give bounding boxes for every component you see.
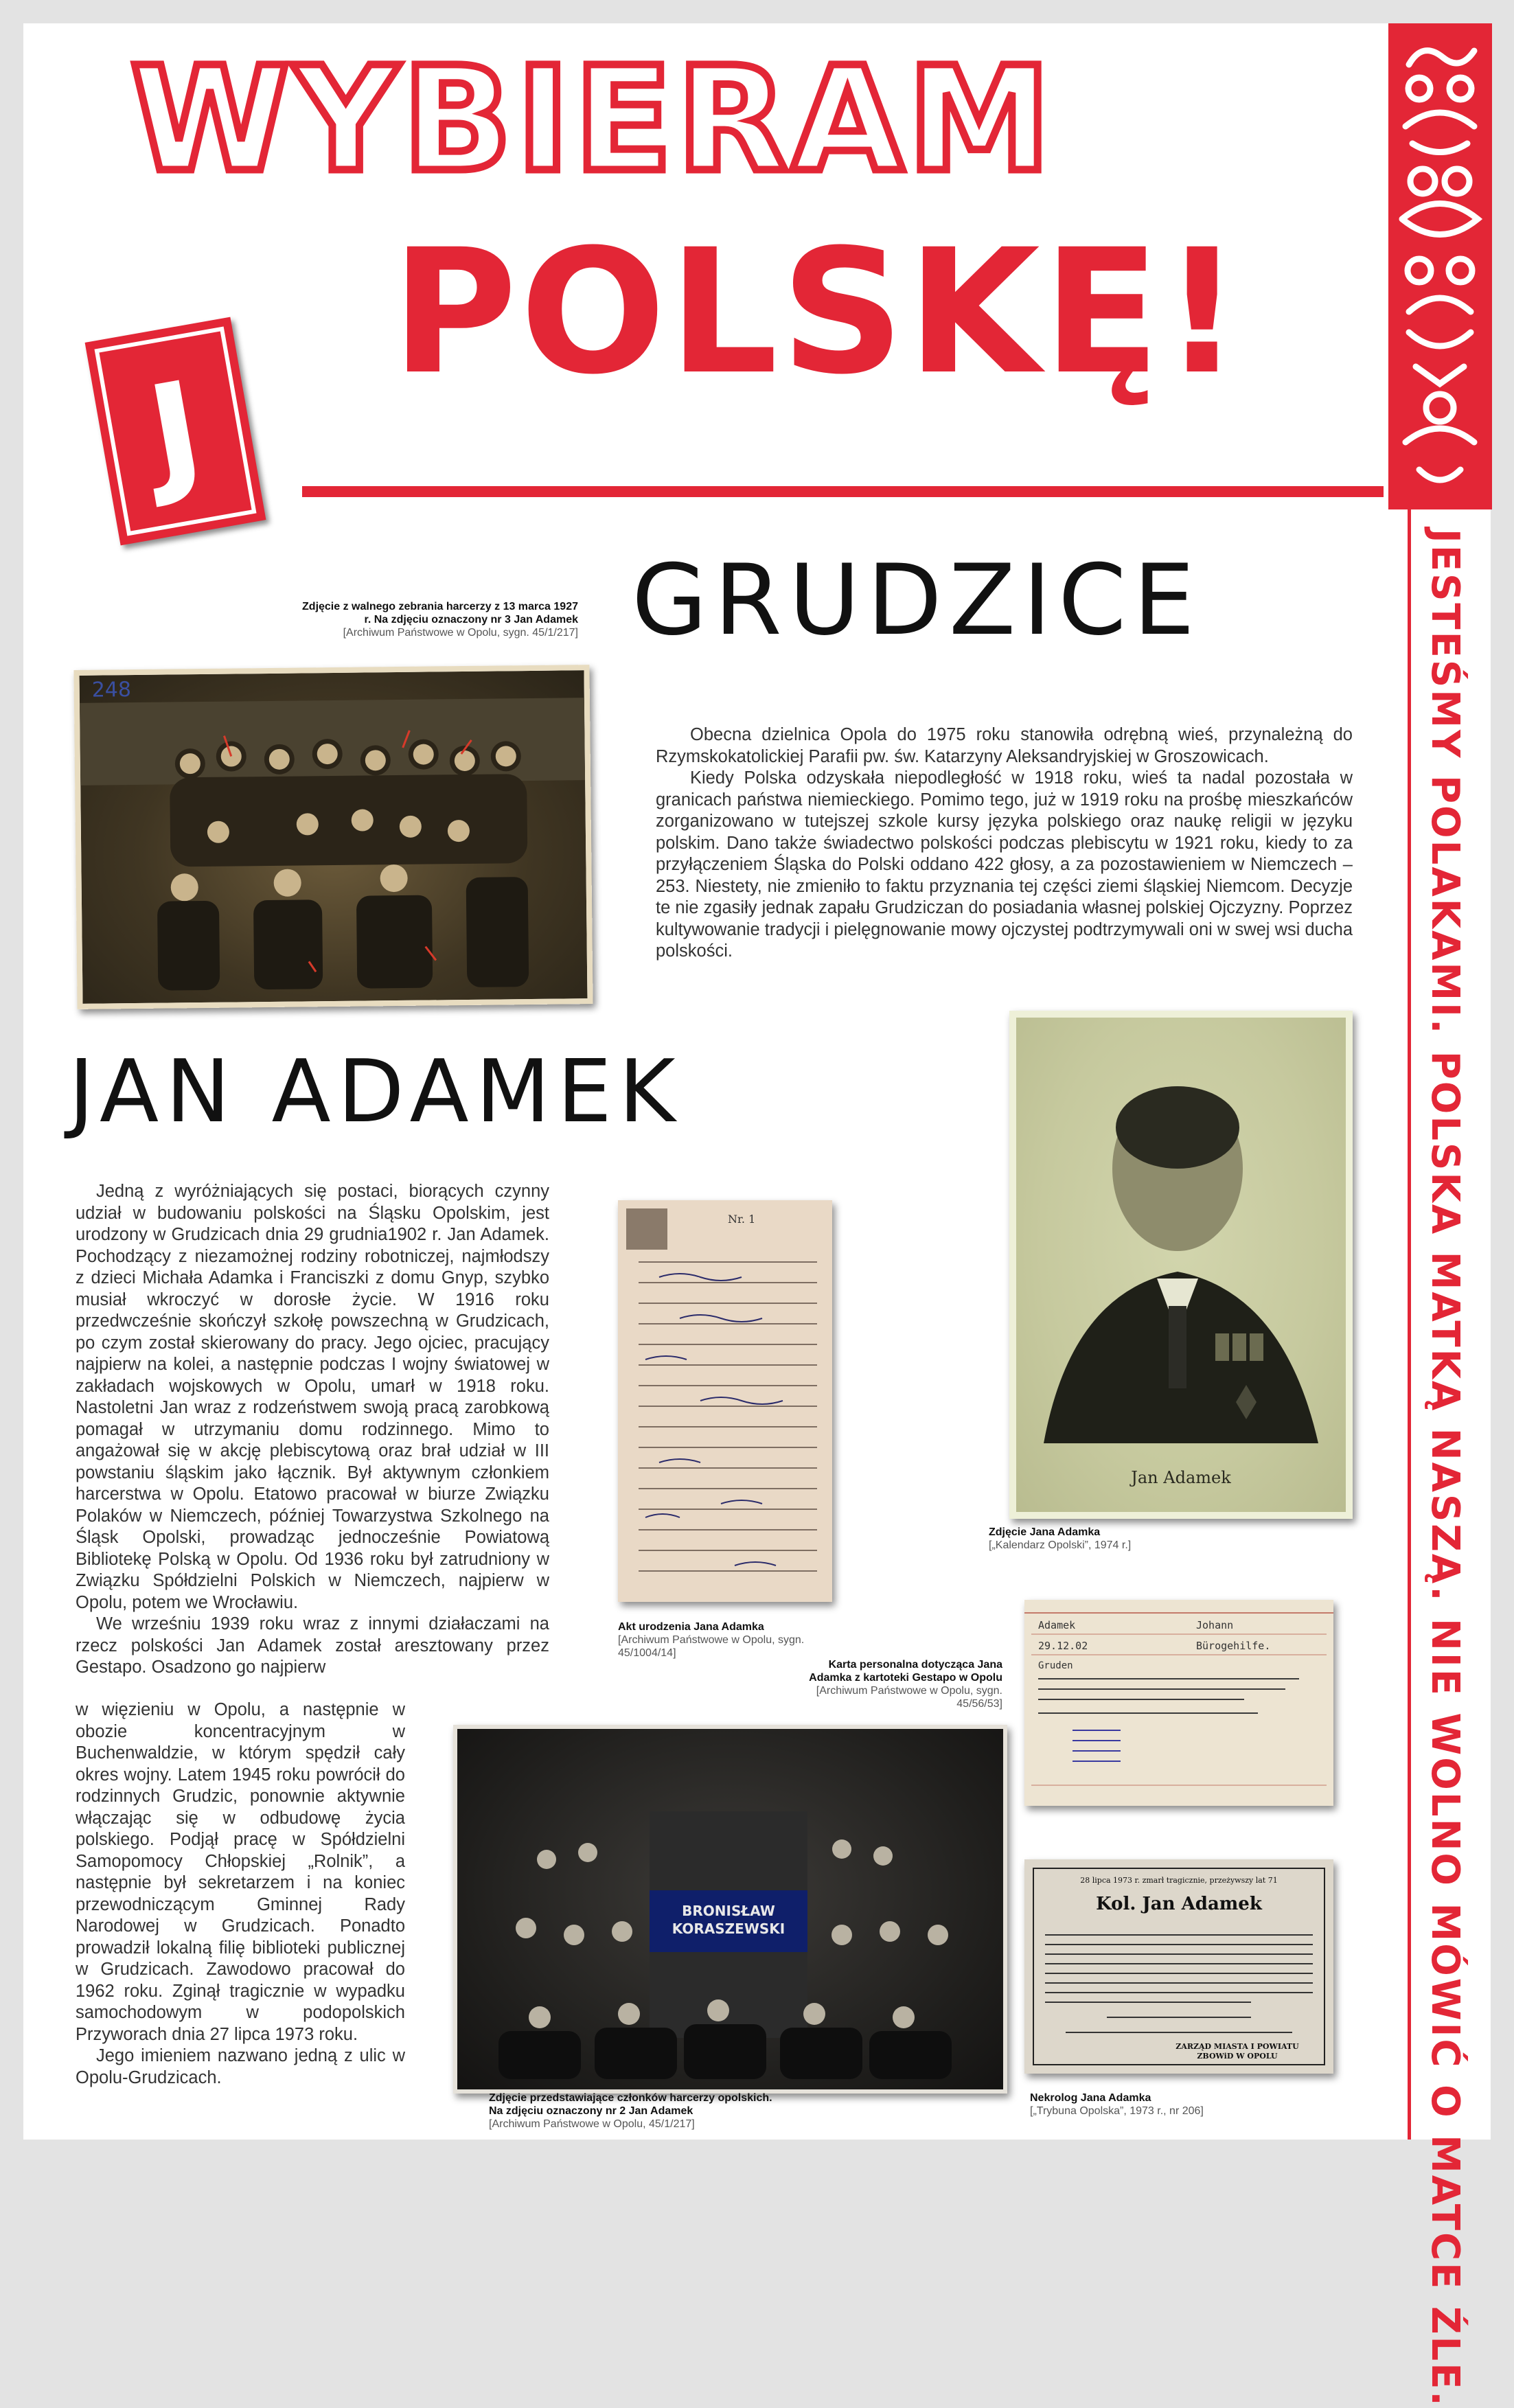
caption-title: Zdjęcie z walnego zebrania harcerzy z 13 marca 1927 r. Na zdjęciu oznaczony nr 3 Jan Adamek — [302, 601, 578, 626]
gestapo-card-image — [1024, 1600, 1333, 1806]
caption-obituary — [1030, 2091, 1250, 2118]
caption-meeting-photo — [302, 600, 578, 639]
side-motto: JESTEŚMY POLAKAMI. POLSKA MATKĄ NASZĄ. NIE WOLNO MÓWIĆ O MATCE ŹLE. — [1423, 529, 1467, 2408]
title-rule — [302, 486, 1384, 497]
paragraph: Obecna dzielnica Opola do 1975 roku stanowiła odrębną wieś, przynależną do Rzymskokatolickiej Parafii pw. św. Katarzyny Aleksandryjskiej w Groszowicach. — [656, 725, 1353, 766]
cert-number: Nr. 1 — [728, 1213, 756, 1226]
card-typed-lines — [1024, 1600, 1333, 1806]
card-first-name: Johann — [1196, 1619, 1234, 1631]
portrait-photo — [1009, 1011, 1353, 1519]
obituary-date-line: 28 lipca 1973 r. zmarł tragicznie, przeżywszy lat 71 — [1080, 1876, 1278, 1885]
title-line2: POLSKĘ! — [391, 212, 1244, 412]
caption-title: Akt urodzenia Jana Adamka — [618, 1621, 764, 1633]
caption-source: [„Kalendarz Opolski”, 1974 r.] — [989, 1539, 1132, 1551]
card-name: Adamek — [1038, 1619, 1076, 1631]
obituary-image — [1024, 1859, 1333, 2074]
obituary-name: Kol. Jan Adamek — [1096, 1894, 1262, 1914]
handwriting-lines — [618, 1200, 832, 1602]
caption-birth-certificate — [618, 1620, 824, 1660]
caption-gestapo-card — [803, 1658, 1002, 1710]
grudzice-text — [656, 724, 1353, 963]
scouts-photo — [453, 1725, 1007, 2094]
section-heading-jan-adamek: JAN ADAMEK — [69, 1041, 683, 1142]
jan-adamek-text — [76, 1181, 549, 1679]
card-date: 29.12.02 — [1038, 1640, 1088, 1652]
card-place: Gruden — [1038, 1660, 1073, 1671]
paragraph: w więzieniu w Opolu, a następnie w obozie koncentracyjnym w Buchenwaldzie, w którym spędził cały okres wojny. Latem 1945 roku powrócił do rodzinnych Grudzic, ponownie aktywnie włączając się w odbudowę życia polskiego. Podjął pracę w Spółdzielni Samopomocy Chłopskiej „Rolnik”, a następnie był sekretarzem i na koniec przewodniczącym Gminnej Rady Narodowej w Grudzicach. Ponadto prowadził lokalną filię biblioteki publicznej w Grudzicach. Zawodowo pracował do 1962 roku. Zginął tragicznie w wypadku samochodowym w podopolskich Przyworach dnia 27 lipca 1973 roku. — [76, 1700, 405, 2044]
title-line1: WYBIERAM — [130, 36, 1055, 204]
paragraph: Kiedy Polska odzyskała niepodległość w 1918 roku, wieś ta nadal pozostała w granicach państwa niemieckiego. Pomimo tego, już w 1919 roku na prośbę mieszkańców zorganizowano w tutejszej szkole kursy języka polskiego oraz naukę religii w języku polskim. Dano także świadectwo polskości podczas plebiscytu w 1921 roku, kiedy to za przyłączeniem Śląska do Polski oddano 422 głosy, a za pozostawieniem w Niemczech – 253. Niestety, nie zmieniło to faktu przyznania tej części ziemi śląskiej Niemcom. Decyzje te nie zgasiły jednak zapału Grudziczan do posiadania własnej polskiej Ojczyzny. Poprzez kultywowanie tradycji i pielęgnowanie mowy ojczystej podtrzymywali oni w swej wsi ducha polskości. — [656, 768, 1353, 961]
floral-ornament-icon — [1388, 23, 1492, 509]
caption-source: [Archiwum Państwowe w Opolu, sygn. 45/56/53] — [816, 1685, 1002, 1710]
caption-source: [Archiwum Państwowe w Opolu, sygn. 45/1/217] — [343, 627, 578, 639]
folk-ornament — [1388, 23, 1492, 509]
caption-title: Zdjęcie Jana Adamka — [989, 1526, 1101, 1538]
caption-scouts-photo — [489, 2091, 777, 2131]
jan-adamek-text-continued — [76, 1699, 405, 2089]
photo-number: 248 — [91, 678, 132, 702]
paragraph: We wrześniu 1939 roku wraz z innymi działaczami na rzecz polskości Jan Adamek został aresztowany przez Gestapo. Osadzono go najpierw — [76, 1614, 549, 1677]
obituary-footer: ZARZĄD MIASTA I POWIATU ZBOWiD W OPOLU — [1175, 2042, 1299, 2061]
logo-letter: J — [138, 352, 213, 510]
card-role: Bürogehilfe. — [1196, 1640, 1271, 1652]
banner-text: BRONISŁAW KORASZEWSKI — [672, 1903, 785, 1937]
paragraph: Jedną z wyróżniających się postaci, biorących czynny udział w budowaniu polskości na Śląsku Opolskim, jest urodzony w Grudzicach dnia 29 grudnia1902 r. Jan Adamek. Pochodzący z niezamożnej rodziny robotniczej, najmłodszy z dzieci Michała Adamka i Franciszki z domu Gnyp, szybko musiał wkroczyć w dorosłe życie. W 1916 roku przedwcześnie skończył szkołę powszechną w Grudzicach, po czym został skierowany do pracy. Jego ojciec, pracujący najpierw na kolei, a następnie podczas I wojny światowej w zakładach wojskowych w Opolu, umarł w 1918 roku. Nastoletni Jan wraz z rodzeństwem swoją pracą zarobkową pomagał w utrzymaniu domu rodzinnego. Mimo to angażował się w akcję plebiscytową oraz brał udział w III powstaniu śląskim jako łącznik. Był aktywnym członkiem harcerstwa w Opolu. Etatowo pracował w biurze Związku Polaków w Niemczech, później Towarzystwa Szkolnego na Śląsk Opolski, prowadząc jednocześnie Powiatową Bibliotekę Polską w Opolu. Od 1936 roku był zatrudniony w Związku Spółdzielni Polskich w Niemczech, najpierw w Opolu, potem we Wrocławiu. — [76, 1182, 549, 1612]
caption-source: [„Trybuna Opolska”, 1973 r., nr 206] — [1030, 2105, 1204, 2117]
caption-title: Karta personalna dotycząca Jana Adamka z kartoteki Gestapo w Opolu — [809, 1659, 1002, 1684]
caption-source: [Archiwum Państwowe w Opolu, sygn. 45/1004/14] — [618, 1634, 805, 1659]
caption-portrait — [989, 1526, 1208, 1552]
portrait-figure — [1016, 1018, 1346, 1512]
meeting-photo — [73, 665, 593, 1009]
section-heading-grudzice: GRUDZICE — [632, 544, 1202, 657]
group-photo-figures — [80, 670, 588, 1004]
caption-title: Zdjęcie przedstawiające członków harcerzy opolskich. Na zdjęciu oznaczony nr 2 Jan Adamek — [489, 2092, 772, 2117]
caption-source: [Archiwum Państwowe w Opolu, 45/1/217] — [489, 2118, 695, 2130]
paragraph: Jego imieniem nazwano jedną z ulic w Opolu-Grudzicach. — [76, 2046, 405, 2087]
caption-title: Nekrolog Jana Adamka — [1030, 2092, 1151, 2104]
portrait-label: Jan Adamek — [1131, 1468, 1231, 1487]
birth-certificate-image — [618, 1200, 832, 1602]
